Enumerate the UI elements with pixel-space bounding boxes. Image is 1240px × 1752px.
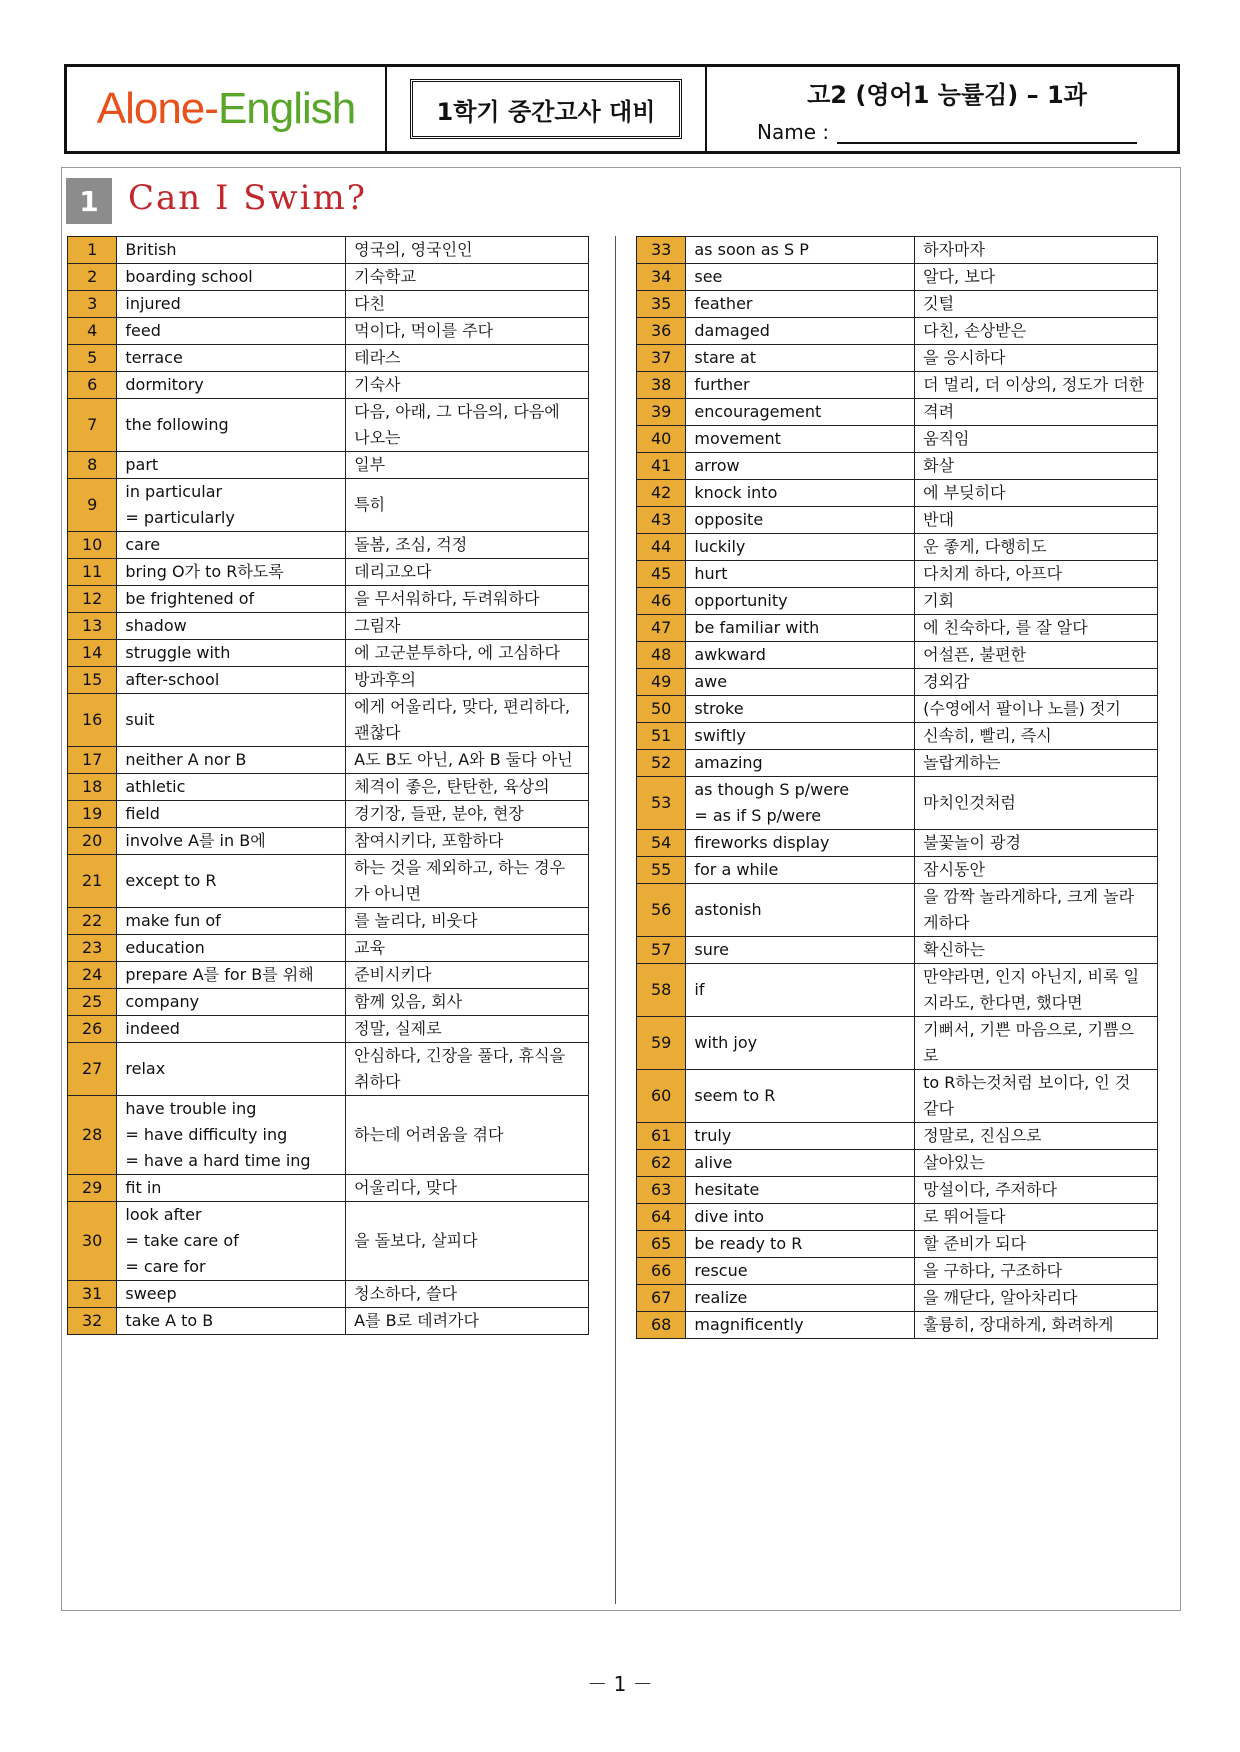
korean-meaning: 격려 (915, 399, 1158, 426)
english-term: indeed (117, 1016, 346, 1043)
vocab-table-left (67, 236, 589, 1335)
english-term: if (686, 964, 915, 1017)
english-term: terrace (117, 345, 346, 372)
english-term: hurt (686, 561, 915, 588)
logo-part1: Alone (96, 84, 205, 133)
entry-number: 22 (68, 908, 117, 935)
english-term: education (117, 935, 346, 962)
korean-meaning: 영국의, 영국인인 (346, 237, 589, 264)
table-row (68, 237, 589, 264)
korean-meaning: 을 구하다, 구조하다 (915, 1258, 1158, 1285)
korean-meaning: 에 부딪히다 (915, 480, 1158, 507)
korean-meaning: 마치인것처럼 (915, 777, 1158, 830)
korean-meaning: 살아있는 (915, 1150, 1158, 1177)
exam-label-cell (387, 67, 707, 151)
entry-number: 30 (68, 1202, 117, 1281)
entry-number: 9 (68, 479, 117, 532)
korean-meaning: 기뻐서, 기쁜 마음으로, 기쁨으로 (915, 1017, 1158, 1070)
korean-meaning: 만약라면, 인지 아닌지, 비록 일지라도, 한다면, 했다면 (915, 964, 1158, 1017)
english-term: neither A nor B (117, 747, 346, 774)
entry-number: 55 (637, 857, 686, 884)
english-term: look after = take care of = care for (117, 1202, 346, 1281)
table-row (68, 452, 589, 479)
korean-meaning: 함께 있음, 회사 (346, 989, 589, 1016)
entry-number: 29 (68, 1175, 117, 1202)
table-row (637, 1312, 1158, 1339)
table-row (637, 857, 1158, 884)
entry-number: 13 (68, 613, 117, 640)
entry-number: 39 (637, 399, 686, 426)
entry-number: 46 (637, 588, 686, 615)
korean-meaning: 반대 (915, 507, 1158, 534)
korean-meaning: 운 좋게, 다행히도 (915, 534, 1158, 561)
korean-meaning: 를 놀리다, 비웃다 (346, 908, 589, 935)
korean-meaning: 기회 (915, 588, 1158, 615)
entry-number: 11 (68, 559, 117, 586)
korean-meaning: 정말, 실제로 (346, 1016, 589, 1043)
table-row (637, 264, 1158, 291)
korean-meaning: 을 깨닫다, 알아차리다 (915, 1285, 1158, 1312)
table-row (637, 1123, 1158, 1150)
entry-number: 45 (637, 561, 686, 588)
entry-number: 26 (68, 1016, 117, 1043)
table-row (637, 750, 1158, 777)
entry-number: 16 (68, 694, 117, 747)
english-term: opportunity (686, 588, 915, 615)
korean-meaning: 알다, 보다 (915, 264, 1158, 291)
english-term: rescue (686, 1258, 915, 1285)
entry-number: 43 (637, 507, 686, 534)
english-term: in particular = particularly (117, 479, 346, 532)
table-row (637, 830, 1158, 857)
table-row (68, 479, 589, 532)
english-term: athletic (117, 774, 346, 801)
korean-meaning: 다친 (346, 291, 589, 318)
english-term: magnificently (686, 1312, 915, 1339)
korean-meaning: A를 B로 데려가다 (346, 1308, 589, 1335)
korean-meaning: 어울리다, 맞다 (346, 1175, 589, 1202)
entry-number: 40 (637, 426, 686, 453)
entry-number: 54 (637, 830, 686, 857)
english-term: arrow (686, 453, 915, 480)
english-term: alive (686, 1150, 915, 1177)
english-term: be frightened of (117, 586, 346, 613)
korean-meaning: 에게 어울리다, 맞다, 편리하다, 괜찮다 (346, 694, 589, 747)
korean-meaning: 놀랍게하는 (915, 750, 1158, 777)
entry-number: 68 (637, 1312, 686, 1339)
english-term: feather (686, 291, 915, 318)
table-row (68, 935, 589, 962)
english-term: movement (686, 426, 915, 453)
english-term: astonish (686, 884, 915, 937)
english-term: take A to B (117, 1308, 346, 1335)
table-row (68, 640, 589, 667)
english-term: with joy (686, 1017, 915, 1070)
english-term: amazing (686, 750, 915, 777)
entry-number: 49 (637, 669, 686, 696)
table-row (68, 908, 589, 935)
table-row (637, 615, 1158, 642)
table-row (637, 291, 1158, 318)
entry-number: 3 (68, 291, 117, 318)
entry-number: 2 (68, 264, 117, 291)
english-term: awkward (686, 642, 915, 669)
english-term: swiftly (686, 723, 915, 750)
table-row (637, 561, 1158, 588)
english-term: see (686, 264, 915, 291)
english-term: feed (117, 318, 346, 345)
entry-number: 61 (637, 1123, 686, 1150)
entry-number: 37 (637, 345, 686, 372)
english-term: struggle with (117, 640, 346, 667)
korean-meaning: 잠시동안 (915, 857, 1158, 884)
korean-meaning: 더 멀리, 더 이상의, 정도가 더한 (915, 372, 1158, 399)
english-term: realize (686, 1285, 915, 1312)
table-row (68, 1096, 589, 1175)
entry-number: 65 (637, 1231, 686, 1258)
section-number: 1 (66, 178, 112, 224)
table-row (637, 426, 1158, 453)
table-row (68, 586, 589, 613)
entry-number: 28 (68, 1096, 117, 1175)
entry-number: 63 (637, 1177, 686, 1204)
table-row (68, 1016, 589, 1043)
entry-number: 34 (637, 264, 686, 291)
table-row (637, 399, 1158, 426)
english-term: part (117, 452, 346, 479)
english-term: as soon as S P (686, 237, 915, 264)
entry-number: 21 (68, 855, 117, 908)
english-term: as though S p/were = as if S p/were (686, 777, 915, 830)
table-row (637, 1204, 1158, 1231)
korean-meaning: 깃털 (915, 291, 1158, 318)
name-blank-line[interactable] (837, 124, 1137, 144)
table-row (637, 723, 1158, 750)
english-term: after-school (117, 667, 346, 694)
korean-meaning: 일부 (346, 452, 589, 479)
english-term: opposite (686, 507, 915, 534)
entry-number: 62 (637, 1150, 686, 1177)
entry-number: 7 (68, 399, 117, 452)
name-label: Name : (757, 119, 830, 144)
korean-meaning: 신속히, 빨리, 즉시 (915, 723, 1158, 750)
korean-meaning: 교육 (346, 935, 589, 962)
korean-meaning: 준비시키다 (346, 962, 589, 989)
entry-number: 53 (637, 777, 686, 830)
table-row (68, 989, 589, 1016)
english-term: knock into (686, 480, 915, 507)
table-row (637, 669, 1158, 696)
entry-number: 5 (68, 345, 117, 372)
english-term: sweep (117, 1281, 346, 1308)
english-term: hesitate (686, 1177, 915, 1204)
table-row (68, 372, 589, 399)
korean-meaning: 테라스 (346, 345, 589, 372)
english-term: stare at (686, 345, 915, 372)
korean-meaning: to R하는것처럼 보이다, 인 것 같다 (915, 1070, 1158, 1123)
logo-part2: English (217, 84, 356, 133)
korean-meaning: 먹이다, 먹이를 주다 (346, 318, 589, 345)
entry-number: 33 (637, 237, 686, 264)
korean-meaning: 경외감 (915, 669, 1158, 696)
entry-number: 31 (68, 1281, 117, 1308)
english-term: luckily (686, 534, 915, 561)
course-title: 고2 (영어1 능률김) – 1과 (807, 80, 1087, 109)
table-row (68, 774, 589, 801)
table-row (637, 534, 1158, 561)
table-row (637, 937, 1158, 964)
table-row (68, 962, 589, 989)
korean-meaning: 하는데 어려움을 겪다 (346, 1096, 589, 1175)
entry-number: 48 (637, 642, 686, 669)
entry-number: 32 (68, 1308, 117, 1335)
table-row (637, 588, 1158, 615)
entry-number: 41 (637, 453, 686, 480)
english-term: boarding school (117, 264, 346, 291)
english-term: damaged (686, 318, 915, 345)
entry-number: 42 (637, 480, 686, 507)
english-term: stroke (686, 696, 915, 723)
korean-meaning: 다치게 하다, 아프다 (915, 561, 1158, 588)
vocab-table-right (636, 236, 1158, 1339)
korean-meaning: 화살 (915, 453, 1158, 480)
english-term: except to R (117, 855, 346, 908)
table-row (68, 559, 589, 586)
table-row (68, 801, 589, 828)
korean-meaning: 할 준비가 되다 (915, 1231, 1158, 1258)
entry-number: 19 (68, 801, 117, 828)
table-row (68, 1308, 589, 1335)
course-info (707, 67, 1177, 151)
page-number: － 1 － (587, 1672, 653, 1696)
korean-meaning: 특히 (346, 479, 589, 532)
english-term: dormitory (117, 372, 346, 399)
entry-number: 38 (637, 372, 686, 399)
english-term: the following (117, 399, 346, 452)
table-row (637, 777, 1158, 830)
entry-number: 35 (637, 291, 686, 318)
table-row (637, 345, 1158, 372)
entry-number: 59 (637, 1017, 686, 1070)
entry-number: 52 (637, 750, 686, 777)
table-row (637, 884, 1158, 937)
logo (67, 67, 387, 151)
korean-meaning: 그림자 (346, 613, 589, 640)
entry-number: 1 (68, 237, 117, 264)
entry-number: 56 (637, 884, 686, 937)
name-field[interactable] (757, 120, 1177, 144)
korean-meaning: 참여시키다, 포함하다 (346, 828, 589, 855)
entry-number: 66 (637, 1258, 686, 1285)
korean-meaning: 청소하다, 쓸다 (346, 1281, 589, 1308)
korean-meaning: 정말로, 진심으로 (915, 1123, 1158, 1150)
table-row (637, 1070, 1158, 1123)
table-row (68, 1281, 589, 1308)
table-row (637, 1177, 1158, 1204)
table-row (637, 237, 1158, 264)
table-row (68, 828, 589, 855)
table-row (637, 1258, 1158, 1285)
english-term: suit (117, 694, 346, 747)
korean-meaning: 훌륭히, 장대하게, 화려하게 (915, 1312, 1158, 1339)
table-row (637, 642, 1158, 669)
english-term: shadow (117, 613, 346, 640)
entry-number: 50 (637, 696, 686, 723)
korean-meaning: 움직임 (915, 426, 1158, 453)
english-term: have trouble ing = have difficulty ing = have a hard time ing (117, 1096, 346, 1175)
english-term: be familiar with (686, 615, 915, 642)
header-box (64, 64, 1180, 154)
table-row (637, 964, 1158, 1017)
entry-number: 23 (68, 935, 117, 962)
korean-meaning: A도 B도 아닌, A와 B 둘다 아닌 (346, 747, 589, 774)
table-row (68, 345, 589, 372)
english-term: be ready to R (686, 1231, 915, 1258)
english-term: company (117, 989, 346, 1016)
table-row (68, 291, 589, 318)
entry-number: 10 (68, 532, 117, 559)
table-row (637, 696, 1158, 723)
english-term: relax (117, 1043, 346, 1096)
entry-number: 57 (637, 937, 686, 964)
english-term: fit in (117, 1175, 346, 1202)
table-row (68, 1175, 589, 1202)
entry-number: 24 (68, 962, 117, 989)
korean-meaning: 에 고군분투하다, 에 고심하다 (346, 640, 589, 667)
table-row (68, 694, 589, 747)
english-term: dive into (686, 1204, 915, 1231)
entry-number: 36 (637, 318, 686, 345)
english-term: truly (686, 1123, 915, 1150)
entry-number: 67 (637, 1285, 686, 1312)
english-term: make fun of (117, 908, 346, 935)
table-row (68, 399, 589, 452)
entry-number: 47 (637, 615, 686, 642)
korean-meaning: 하는 것을 제외하고, 하는 경우가 아니면 (346, 855, 589, 908)
table-row (637, 480, 1158, 507)
english-term: British (117, 237, 346, 264)
english-term: care (117, 532, 346, 559)
entry-number: 25 (68, 989, 117, 1016)
table-row (68, 1202, 589, 1281)
korean-meaning: 돌봄, 조심, 걱정 (346, 532, 589, 559)
table-row (637, 453, 1158, 480)
entry-number: 8 (68, 452, 117, 479)
table-row (68, 667, 589, 694)
korean-meaning: 을 응시하다 (915, 345, 1158, 372)
entry-number: 60 (637, 1070, 686, 1123)
english-term: bring O가 to R하도록 (117, 559, 346, 586)
korean-meaning: 다친, 손상받은 (915, 318, 1158, 345)
column-divider (615, 236, 616, 1604)
table-row (637, 318, 1158, 345)
entry-number: 64 (637, 1204, 686, 1231)
entry-number: 18 (68, 774, 117, 801)
table-row (637, 1017, 1158, 1070)
entry-number: 12 (68, 586, 117, 613)
entry-number: 15 (68, 667, 117, 694)
korean-meaning: 기숙사 (346, 372, 589, 399)
table-row (637, 372, 1158, 399)
korean-meaning: (수영에서 팔이나 노를) 젓기 (915, 696, 1158, 723)
korean-meaning: 로 뛰어들다 (915, 1204, 1158, 1231)
logo-dash: - (204, 84, 218, 133)
english-term: sure (686, 937, 915, 964)
korean-meaning: 기숙학교 (346, 264, 589, 291)
entry-number: 20 (68, 828, 117, 855)
entry-number: 14 (68, 640, 117, 667)
entry-number: 4 (68, 318, 117, 345)
english-term: awe (686, 669, 915, 696)
table-row (68, 1043, 589, 1096)
table-row (68, 532, 589, 559)
korean-meaning: 경기장, 들판, 분야, 현장 (346, 801, 589, 828)
table-row (68, 318, 589, 345)
entry-number: 17 (68, 747, 117, 774)
english-term: fireworks display (686, 830, 915, 857)
korean-meaning: 방과후의 (346, 667, 589, 694)
english-term: injured (117, 291, 346, 318)
korean-meaning: 어설픈, 불편한 (915, 642, 1158, 669)
table-row (68, 613, 589, 640)
entry-number: 27 (68, 1043, 117, 1096)
korean-meaning: 데리고오다 (346, 559, 589, 586)
english-term: prepare A를 for B를 위해 (117, 962, 346, 989)
english-term: encouragement (686, 399, 915, 426)
korean-meaning: 을 깜짝 놀라게하다, 크게 놀라게하다 (915, 884, 1158, 937)
table-row (68, 747, 589, 774)
korean-meaning: 하자마자 (915, 237, 1158, 264)
korean-meaning: 다음, 아래, 그 다음의, 다음에 나오는 (346, 399, 589, 452)
entry-number: 6 (68, 372, 117, 399)
english-term: involve A를 in B에 (117, 828, 346, 855)
exam-label: 1학기 중간고사 대비 (410, 79, 682, 139)
entry-number: 58 (637, 964, 686, 1017)
korean-meaning: 안심하다, 긴장을 풀다, 휴식을 취하다 (346, 1043, 589, 1096)
korean-meaning: 망설이다, 주저하다 (915, 1177, 1158, 1204)
table-row (68, 855, 589, 908)
english-term: for a while (686, 857, 915, 884)
korean-meaning: 에 친숙하다, 를 잘 알다 (915, 615, 1158, 642)
entry-number: 44 (637, 534, 686, 561)
section-title: Can I Swim? (128, 178, 367, 218)
entry-number: 51 (637, 723, 686, 750)
korean-meaning: 확신하는 (915, 937, 1158, 964)
korean-meaning: 불꽃놀이 광경 (915, 830, 1158, 857)
english-term: field (117, 801, 346, 828)
korean-meaning: 체격이 좋은, 탄탄한, 육상의 (346, 774, 589, 801)
table-row (637, 1150, 1158, 1177)
table-row (68, 264, 589, 291)
table-row (637, 507, 1158, 534)
table-row (637, 1231, 1158, 1258)
english-term: further (686, 372, 915, 399)
english-term: seem to R (686, 1070, 915, 1123)
table-row (637, 1285, 1158, 1312)
korean-meaning: 을 돌보다, 살피다 (346, 1202, 589, 1281)
korean-meaning: 을 무서워하다, 두려워하다 (346, 586, 589, 613)
